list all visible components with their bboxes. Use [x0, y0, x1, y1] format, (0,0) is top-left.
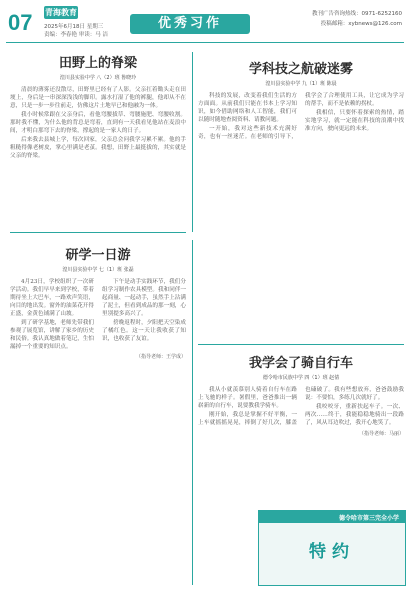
article-title: 田野上的脊梁	[58, 56, 137, 71]
masthead-logo: 青海教育	[45, 8, 77, 17]
paragraph: 后来我去县城上学，每次回家，父亲总会问我学习累不累。他的手粗糙得像老树皮，掌心里满是老茧。我想，田野上最挺拔的，其实就是父亲的脊梁。	[10, 137, 186, 159]
article-title: 我学会了骑自行车	[248, 356, 353, 371]
ad-hotline: 教刊广告咨询热线：0971-6252160	[312, 11, 402, 17]
article-field-spine	[10, 52, 186, 161]
issue-editors: 责编：李春艳 审读：马 洁	[44, 32, 108, 38]
article-byline: 湟川县实验中学 七（1）班 张磊	[62, 267, 134, 273]
paragraph: 刚开始，我总是掌握不好平衡，一上车就摇摇晃晃，摔倒了好几次，膝盖也磕破了。我有些想放弃，爸爸鼓励我说：不要怕，多练几次就好了。	[198, 387, 404, 426]
article-body	[10, 278, 186, 351]
article-byline: 湟川县实验中学 九（1）班 陈晨	[265, 81, 337, 87]
paragraph: 4月23日，学校组织了一次研学活动。我们早早来到学校，带着期待坐上大巴车，一路欢声笑语，向目的地出发。窗外的油菜花开得正盛，金黄色铺满了山坡。	[10, 279, 94, 317]
article-byline: 德令哈市民族中学 四（1）班 赵倩	[262, 375, 340, 381]
paragraph: 一开始，我对这些新技术充满好奇，也有一丝迷茫。在老师的引导下，我学会了合理使用工具，让它成为学习的帮手，而不是依赖的拐杖。	[198, 93, 404, 140]
article-body	[198, 92, 404, 141]
paragraph: 下午是动手实践环节，我们分组学习制作农具模型。我和同伴一起商量、一起动手，虽然手上沾满了泥土，但看到成品的那一刻，心里别提多高兴了。	[102, 279, 186, 317]
section-banner	[130, 14, 250, 34]
article-technology	[198, 58, 404, 141]
submission-email: 投稿邮箱：xybnews@126.com	[320, 21, 402, 27]
section-divider	[10, 232, 186, 233]
article-title: 学科技之航破迷雾	[248, 62, 353, 77]
paragraph: 科技的发展，改变着我们生活的方方面面。从前我们只能在书本上学习知识，如今借助网络和人工智能，我们可以随时随地查阅资料、请教问题。	[198, 93, 297, 123]
article-bicycle	[198, 352, 404, 437]
page-header	[0, 0, 410, 44]
paragraph: 傍晚返程时，夕阳把天空染成了橘红色。这一天让我收获了知识，也收获了友谊。	[102, 320, 186, 342]
header-divider	[6, 42, 404, 43]
paragraph: 我从小就羡慕别人骑着自行车在路上飞驰的样子。暑假里，爸爸推出一辆崭新的自行车，说要教我学骑车。	[198, 387, 297, 409]
column-divider	[192, 52, 193, 232]
paragraph: 到了研学基地，老师先带我们参观了展览馆，讲解了家乡的历史和民俗。我认真地做着笔记，生怕漏掉一个重要的知识点。	[10, 320, 94, 350]
special-label: 特约	[309, 542, 355, 562]
teacher-credit: （指导老师：马丽）	[358, 430, 404, 437]
special-school-box	[258, 510, 406, 586]
teacher-credit: （指导老师：王学成）	[135, 354, 186, 360]
issue-date: 2025年6月18日 星期三	[44, 24, 104, 30]
page-number: 07	[8, 10, 33, 35]
paragraph: 我小时候常跟在父亲身后，看他弯腰拔草、弯腰施肥、弯腰收割。那时我不懂，为什么他的背总是弯着，直到有一天我看见他站在麦浪中间，才明白那弯下去的脊梁，撑起的是一家人的日子。	[10, 112, 186, 134]
section-divider	[198, 344, 404, 345]
article-title: 研学一日游	[65, 248, 131, 263]
paragraph: 我相信，只要怀着探索的热情，踏实地学习，就一定能在科技的浪潮中找准方向，驶向更远的未来。	[305, 110, 404, 132]
article-body	[10, 86, 186, 160]
paragraph: 清晨的薄雾还没散尽，田野里已经有了人影。父亲扛着锄头走在田埂上，身后是一串深深浅浅的脚印。露水打湿了他的裤腿，他却从不在意，只是一步一步往前走，仿佛这片土地早已和他融为一体。	[10, 87, 186, 109]
article-byline: 湟川县实验中学 八（2）班 鲁晓玲	[59, 75, 137, 81]
article-body	[198, 386, 404, 428]
special-header-bar	[259, 511, 405, 523]
special-school-name: 德令哈市第三完全小学	[338, 515, 399, 522]
column-divider	[192, 240, 193, 585]
article-study-trip	[10, 244, 186, 360]
paragraph: 我咬咬牙，重新扶起车子。一次、两次……终于，我能稳稳地骑出一段路了，风从耳边吹过，我开心地笑了。	[305, 404, 404, 426]
section-title: 优秀习作	[157, 16, 222, 31]
